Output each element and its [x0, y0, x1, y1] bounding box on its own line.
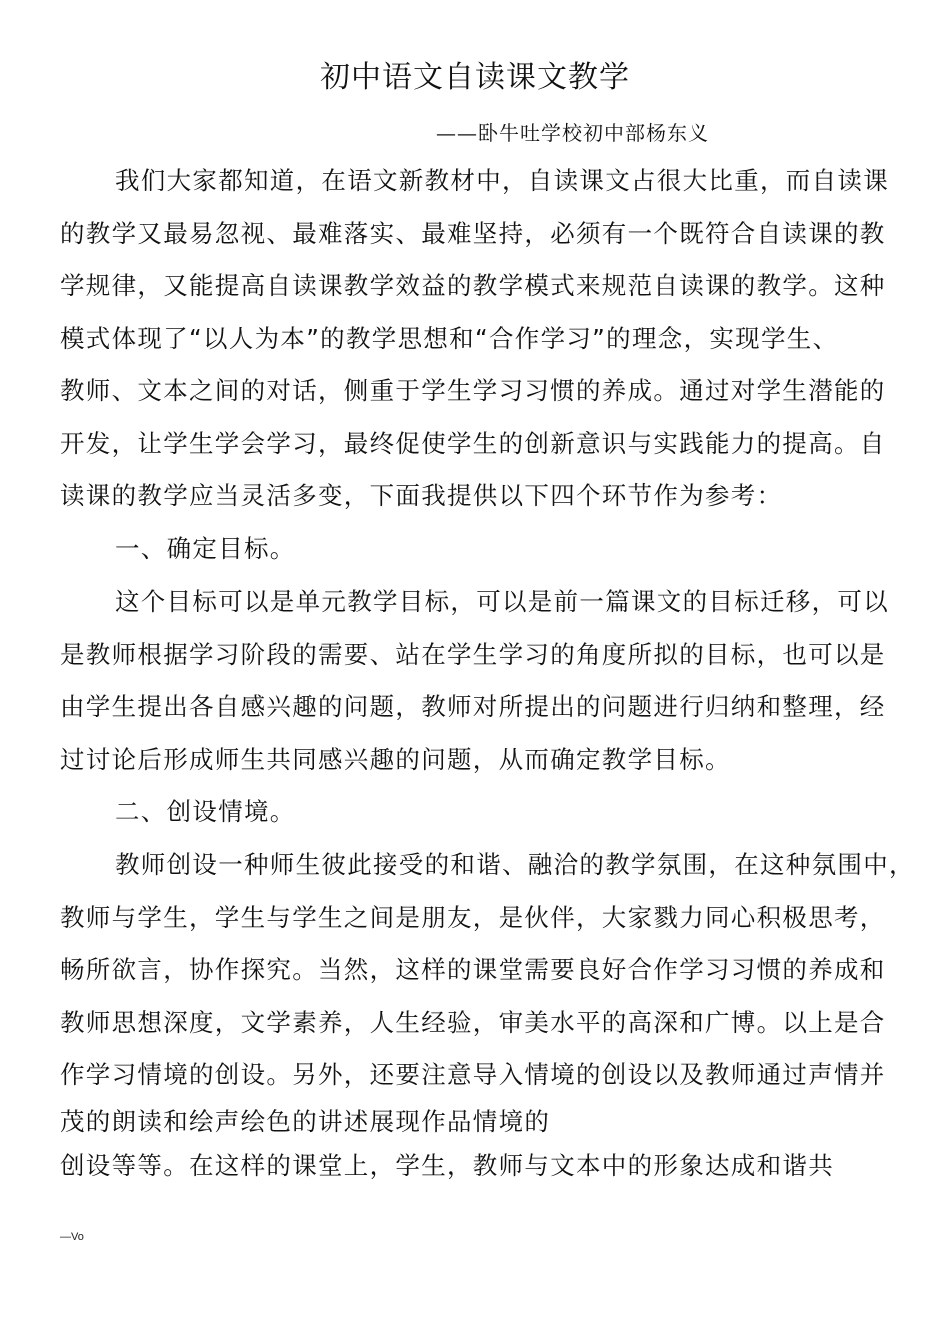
text-line: 教师、文本之间的对话，侧重于学生学习习惯的养成。通过对学生潜能的 [60, 376, 886, 405]
section-1-paragraph [60, 576, 900, 786]
paragraph [60, 576, 900, 786]
section-heading-1 [60, 523, 900, 576]
section-heading-2 [60, 786, 900, 839]
paragraph [60, 839, 915, 1142]
paragraph [60, 155, 900, 523]
text-line: 作学习情境的创设。另外，还要注意导入情境的创设以及教师通过声情并 [60, 1060, 886, 1089]
text-line: 过讨论后形成师生共同感兴趣的问题，从而确定教学目标。 [60, 744, 731, 774]
text-line: 读课的教学应当灵活多变，下面我提供以下四个环节作为参考： [60, 481, 783, 510]
text-line: 是教师根据学习阶段的需要、站在学生学习的角度所拟的目标，也可以是 [60, 639, 886, 669]
text-line: 教师与学生，学生与学生之间是朋友，是伙伴，大家戮力同心积极思考， [60, 902, 886, 932]
footer-mark: —Vo [60, 1231, 84, 1243]
text-line: 我们大家都知道，在语文新教材中，自读课文占很大比重，而自读课 [115, 166, 889, 195]
intro-paragraph [60, 155, 900, 523]
document-title: 初中语文自读课文教学 [320, 60, 630, 95]
document-author: ——卧牛吐学校初中部杨东义 [436, 121, 709, 145]
text-line: 教师创设一种师生彼此接受的和谐、融洽的教学氛围，在这种氛围中， [115, 850, 915, 879]
text-line: 教师思想深度，文学素养，人生经验，审美水平的高深和广博。以上是合 [60, 1007, 886, 1037]
text-line: 开发，让学生学会学习，最终促使学生的创新意识与实践能力的提高。自 [60, 428, 886, 458]
text-line: 这个目标可以是单元教学目标，可以是前一篇课文的目标迁移，可以 [115, 587, 889, 616]
text-line: 的教学又最易忽视、最难落实、最难坚持，必须有一个既符合自读课的教 [60, 218, 886, 248]
heading-text: 一、确定目标。 [115, 534, 296, 563]
heading-text: 二、创设情境。 [115, 797, 296, 826]
text-line: 茂的朗读和绘声绘色的讲述展现作品情境的 [60, 1106, 551, 1136]
text-line: 学规律，又能提高自读课教学效益的教学模式来规范自读课的教学。这种 [60, 271, 886, 300]
text-line: 畅所欲言，协作探究。当然，这样的课堂需要良好合作学习习惯的养成和 [60, 955, 886, 984]
text-line: 由学生提出各自感兴趣的问题，教师对所提出的问题进行归纳和整理，经 [60, 692, 886, 721]
section-2-paragraph [60, 839, 915, 1142]
continuation-line: 创设等等。在这样的课堂上，学生，教师与文本中的形象达成和谐共 [60, 1151, 834, 1180]
text-line: 模式体现了“以人为本”的教学思想和“合作学习”的理念，实现学生、 [60, 323, 839, 353]
